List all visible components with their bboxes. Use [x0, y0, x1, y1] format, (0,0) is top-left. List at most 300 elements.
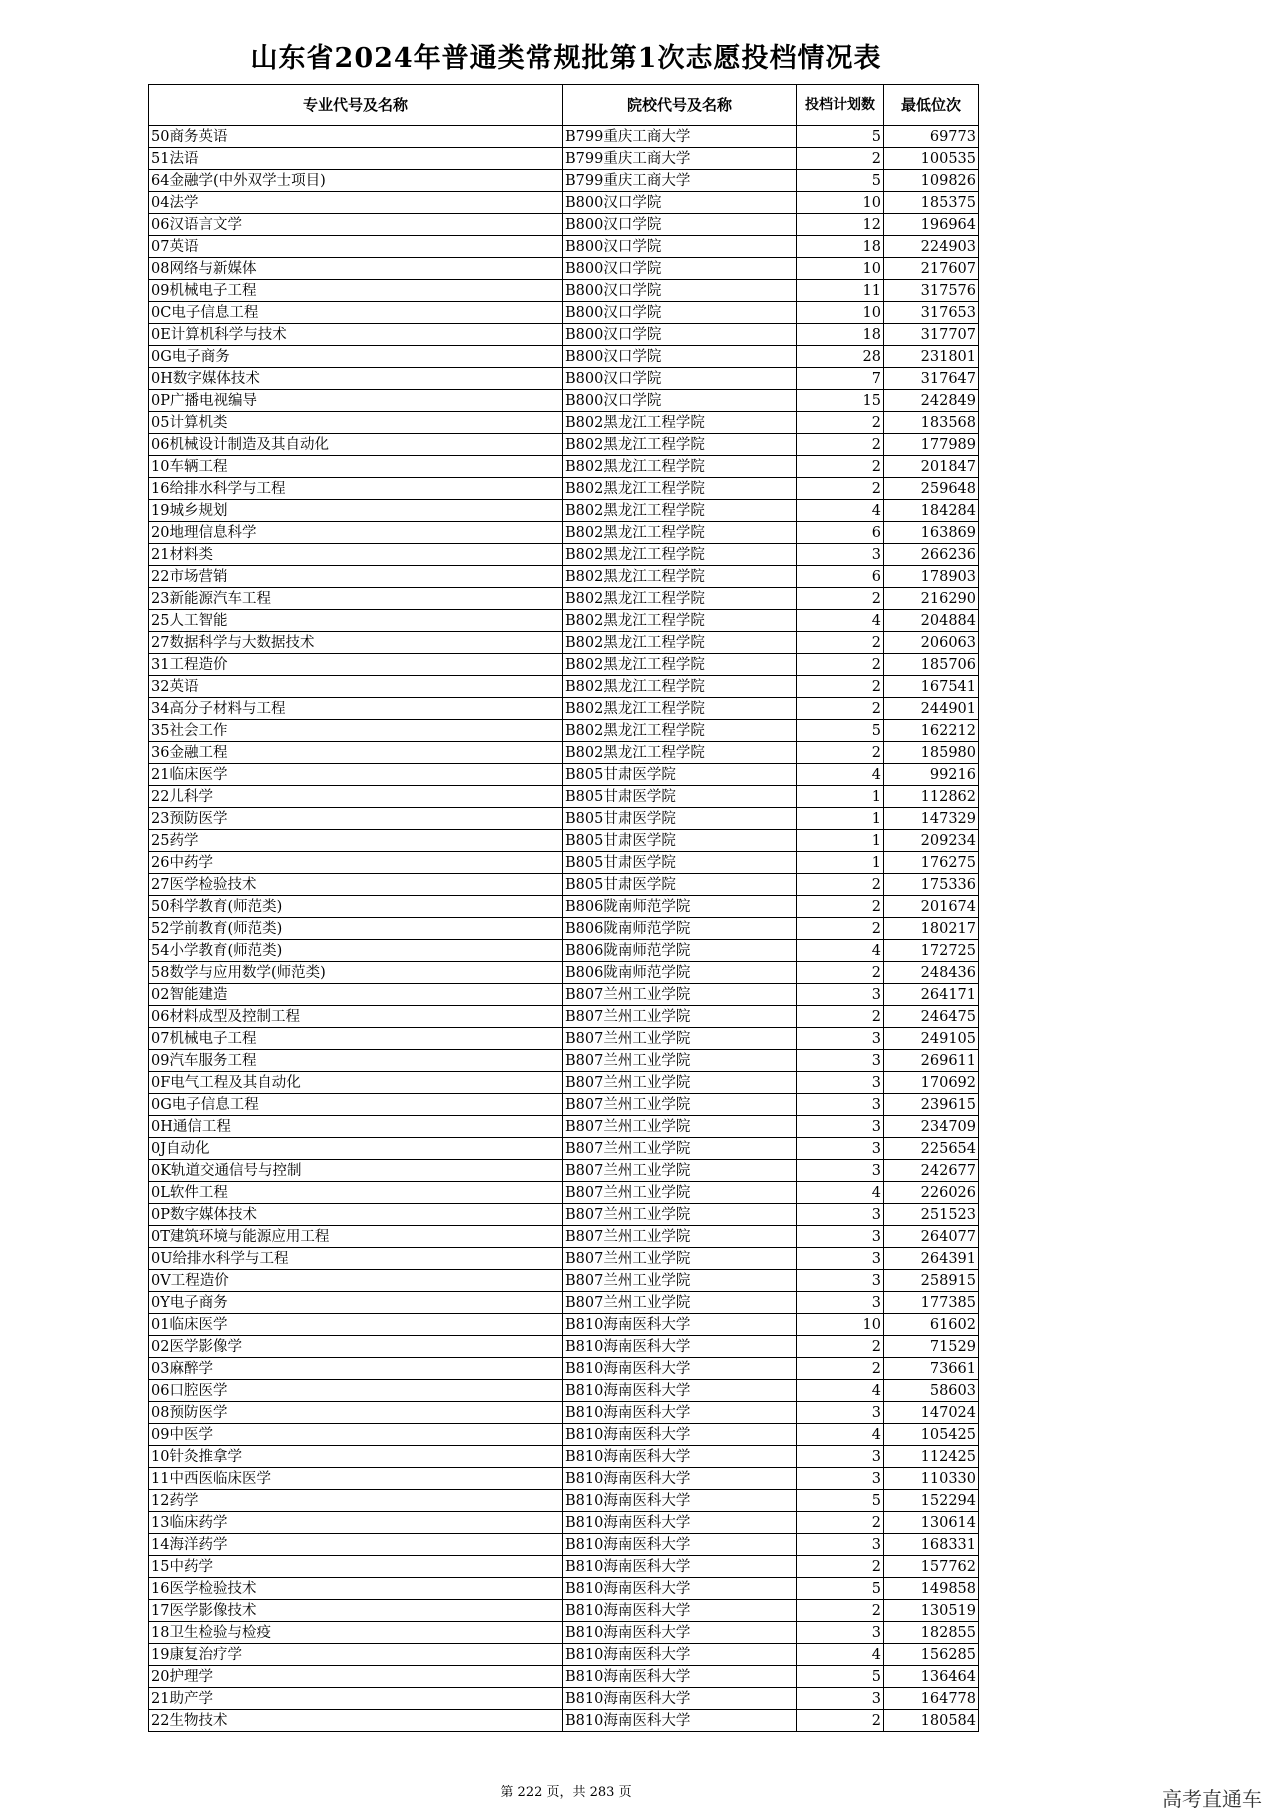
header-min-rank: 最低位次 — [884, 85, 979, 126]
school-cell: B810海南医科大学 — [563, 1534, 797, 1556]
min-rank-cell: 109826 — [884, 170, 979, 192]
min-rank-cell: 175336 — [884, 874, 979, 896]
min-rank-cell: 110330 — [884, 1468, 979, 1490]
min-rank-cell: 217607 — [884, 258, 979, 280]
page-number: 第 222 页，共 283 页 — [500, 1785, 632, 1800]
school-cell: B802黑龙江工程学院 — [563, 654, 797, 676]
major-cell: 0V工程造价 — [149, 1270, 563, 1292]
plan-count-cell: 3 — [797, 1160, 884, 1182]
school-cell: B799重庆工商大学 — [563, 170, 797, 192]
min-rank-cell: 317576 — [884, 280, 979, 302]
school-cell: B802黑龙江工程学院 — [563, 588, 797, 610]
major-cell: 0J自动化 — [149, 1138, 563, 1160]
min-rank-cell: 164778 — [884, 1688, 979, 1710]
min-rank-cell: 168331 — [884, 1534, 979, 1556]
major-cell: 03麻醉学 — [149, 1358, 563, 1380]
table-row — [149, 962, 979, 984]
min-rank-cell: 58603 — [884, 1380, 979, 1402]
school-cell: B802黑龙江工程学院 — [563, 698, 797, 720]
major-cell: 0G电子商务 — [149, 346, 563, 368]
plan-count-cell: 2 — [797, 1336, 884, 1358]
min-rank-cell: 246475 — [884, 1006, 979, 1028]
table-row — [149, 1050, 979, 1072]
table-row — [149, 1446, 979, 1468]
school-cell: B810海南医科大学 — [563, 1622, 797, 1644]
school-cell: B800汉口学院 — [563, 324, 797, 346]
min-rank-cell: 239615 — [884, 1094, 979, 1116]
table-row — [149, 1072, 979, 1094]
school-cell: B807兰州工业学院 — [563, 1160, 797, 1182]
school-cell: B810海南医科大学 — [563, 1688, 797, 1710]
plan-count-cell: 10 — [797, 258, 884, 280]
school-cell: B802黑龙江工程学院 — [563, 522, 797, 544]
major-cell: 0U给排水科学与工程 — [149, 1248, 563, 1270]
plan-count-cell: 2 — [797, 588, 884, 610]
table-row — [149, 522, 979, 544]
school-cell: B807兰州工业学院 — [563, 1248, 797, 1270]
table-row — [149, 346, 979, 368]
major-cell: 20地理信息科学 — [149, 522, 563, 544]
min-rank-cell: 226026 — [884, 1182, 979, 1204]
plan-count-cell: 15 — [797, 390, 884, 412]
major-cell: 11中西医临床医学 — [149, 1468, 563, 1490]
min-rank-cell: 157762 — [884, 1556, 979, 1578]
major-cell: 54小学教育(师范类) — [149, 940, 563, 962]
plan-count-cell: 11 — [797, 280, 884, 302]
plan-count-cell: 1 — [797, 786, 884, 808]
major-cell: 21材料类 — [149, 544, 563, 566]
major-cell: 0T建筑环境与能源应用工程 — [149, 1226, 563, 1248]
table-row — [149, 456, 979, 478]
major-cell: 0P广播电视编导 — [149, 390, 563, 412]
plan-count-cell: 2 — [797, 632, 884, 654]
min-rank-cell: 136464 — [884, 1666, 979, 1688]
plan-count-cell: 3 — [797, 1688, 884, 1710]
major-cell: 05计算机类 — [149, 412, 563, 434]
table-row — [149, 390, 979, 412]
major-cell: 25人工智能 — [149, 610, 563, 632]
min-rank-cell: 178903 — [884, 566, 979, 588]
table-row — [149, 1116, 979, 1138]
min-rank-cell: 317707 — [884, 324, 979, 346]
table-row — [149, 1204, 979, 1226]
plan-count-cell: 5 — [797, 1578, 884, 1600]
table-row — [149, 236, 979, 258]
plan-count-cell: 2 — [797, 676, 884, 698]
table-row — [149, 302, 979, 324]
plan-count-cell: 10 — [797, 302, 884, 324]
table-row — [149, 500, 979, 522]
min-rank-cell: 156285 — [884, 1644, 979, 1666]
school-cell: B800汉口学院 — [563, 346, 797, 368]
plan-count-cell: 3 — [797, 1446, 884, 1468]
major-cell: 31工程造价 — [149, 654, 563, 676]
min-rank-cell: 248436 — [884, 962, 979, 984]
plan-count-cell: 3 — [797, 1248, 884, 1270]
table-row — [149, 148, 979, 170]
major-cell: 06汉语言文学 — [149, 214, 563, 236]
min-rank-cell: 258915 — [884, 1270, 979, 1292]
table-row — [149, 1226, 979, 1248]
table-row — [149, 1402, 979, 1424]
table-row — [149, 1644, 979, 1666]
min-rank-cell: 249105 — [884, 1028, 979, 1050]
major-cell: 16给排水科学与工程 — [149, 478, 563, 500]
table-row — [149, 1666, 979, 1688]
table-row — [149, 1688, 979, 1710]
table-row — [149, 742, 979, 764]
min-rank-cell: 167541 — [884, 676, 979, 698]
table-row — [149, 1094, 979, 1116]
plan-count-cell: 2 — [797, 918, 884, 940]
table-row — [149, 1556, 979, 1578]
school-cell: B810海南医科大学 — [563, 1380, 797, 1402]
school-cell: B805甘肃医学院 — [563, 874, 797, 896]
table-row — [149, 258, 979, 280]
min-rank-cell: 185980 — [884, 742, 979, 764]
min-rank-cell: 177989 — [884, 434, 979, 456]
major-cell: 14海洋药学 — [149, 1534, 563, 1556]
min-rank-cell: 184284 — [884, 500, 979, 522]
major-cell: 51法语 — [149, 148, 563, 170]
plan-count-cell: 4 — [797, 1644, 884, 1666]
major-cell: 18卫生检验与检疫 — [149, 1622, 563, 1644]
table-body — [149, 126, 979, 1732]
table-row — [149, 764, 979, 786]
min-rank-cell: 259648 — [884, 478, 979, 500]
major-cell: 12药学 — [149, 1490, 563, 1512]
school-cell: B799重庆工商大学 — [563, 126, 797, 148]
school-cell: B807兰州工业学院 — [563, 1028, 797, 1050]
major-cell: 20护理学 — [149, 1666, 563, 1688]
school-cell: B807兰州工业学院 — [563, 1226, 797, 1248]
min-rank-cell: 180584 — [884, 1710, 979, 1732]
school-cell: B810海南医科大学 — [563, 1710, 797, 1732]
school-cell: B805甘肃医学院 — [563, 830, 797, 852]
min-rank-cell: 177385 — [884, 1292, 979, 1314]
min-rank-cell: 244901 — [884, 698, 979, 720]
major-cell: 10车辆工程 — [149, 456, 563, 478]
major-cell: 27数据科学与大数据技术 — [149, 632, 563, 654]
school-cell: B806陇南师范学院 — [563, 918, 797, 940]
school-cell: B810海南医科大学 — [563, 1358, 797, 1380]
school-cell: B810海南医科大学 — [563, 1402, 797, 1424]
plan-count-cell: 2 — [797, 1512, 884, 1534]
table-row — [149, 434, 979, 456]
table-row — [149, 588, 979, 610]
school-cell: B802黑龙江工程学院 — [563, 632, 797, 654]
min-rank-cell: 61602 — [884, 1314, 979, 1336]
plan-count-cell: 12 — [797, 214, 884, 236]
school-cell: B806陇南师范学院 — [563, 896, 797, 918]
major-cell: 25药学 — [149, 830, 563, 852]
header-major: 专业代号及名称 — [149, 85, 563, 126]
table-row — [149, 632, 979, 654]
table-row — [149, 544, 979, 566]
min-rank-cell: 231801 — [884, 346, 979, 368]
min-rank-cell: 112862 — [884, 786, 979, 808]
major-cell: 08网络与新媒体 — [149, 258, 563, 280]
plan-count-cell: 2 — [797, 962, 884, 984]
major-cell: 22市场营销 — [149, 566, 563, 588]
table-row — [149, 1424, 979, 1446]
major-cell: 19城乡规划 — [149, 500, 563, 522]
school-cell: B802黑龙江工程学院 — [563, 676, 797, 698]
school-cell: B802黑龙江工程学院 — [563, 610, 797, 632]
major-cell: 0F电气工程及其自动化 — [149, 1072, 563, 1094]
major-cell: 04法学 — [149, 192, 563, 214]
table-row — [149, 1380, 979, 1402]
plan-count-cell: 2 — [797, 412, 884, 434]
school-cell: B806陇南师范学院 — [563, 962, 797, 984]
table-row — [149, 808, 979, 830]
min-rank-cell: 201674 — [884, 896, 979, 918]
plan-count-cell: 5 — [797, 1490, 884, 1512]
min-rank-cell: 242849 — [884, 390, 979, 412]
plan-count-cell: 6 — [797, 566, 884, 588]
table-row — [149, 126, 979, 148]
major-cell: 50科学教育(师范类) — [149, 896, 563, 918]
table-row — [149, 170, 979, 192]
table-row — [149, 720, 979, 742]
table-row — [149, 654, 979, 676]
major-cell: 07机械电子工程 — [149, 1028, 563, 1050]
plan-count-cell: 3 — [797, 1402, 884, 1424]
min-rank-cell: 317647 — [884, 368, 979, 390]
table-row — [149, 368, 979, 390]
page-title: 山东省2024年普通类常规批第1次志愿投档情况表 — [250, 43, 882, 74]
major-cell: 22生物技术 — [149, 1710, 563, 1732]
plan-count-cell: 2 — [797, 742, 884, 764]
plan-count-cell: 10 — [797, 1314, 884, 1336]
major-cell: 06材料成型及控制工程 — [149, 1006, 563, 1028]
min-rank-cell: 317653 — [884, 302, 979, 324]
min-rank-cell: 269611 — [884, 1050, 979, 1072]
min-rank-cell: 112425 — [884, 1446, 979, 1468]
school-cell: B807兰州工业学院 — [563, 1182, 797, 1204]
plan-count-cell: 7 — [797, 368, 884, 390]
school-cell: B800汉口学院 — [563, 280, 797, 302]
table-row — [149, 412, 979, 434]
school-cell: B807兰州工业学院 — [563, 984, 797, 1006]
major-cell: 34高分子材料与工程 — [149, 698, 563, 720]
table-row — [149, 1600, 979, 1622]
table-row — [149, 280, 979, 302]
plan-count-cell: 2 — [797, 654, 884, 676]
school-cell: B807兰州工业学院 — [563, 1138, 797, 1160]
table-row — [149, 1336, 979, 1358]
table-row — [149, 852, 979, 874]
table-row — [149, 1292, 979, 1314]
min-rank-cell: 185706 — [884, 654, 979, 676]
school-cell: B802黑龙江工程学院 — [563, 412, 797, 434]
major-cell: 13临床药学 — [149, 1512, 563, 1534]
major-cell: 06口腔医学 — [149, 1380, 563, 1402]
table-row — [149, 786, 979, 808]
major-cell: 0P数字媒体技术 — [149, 1204, 563, 1226]
header-plan-count: 投档计划数 — [797, 85, 884, 126]
table-row — [149, 1490, 979, 1512]
plan-count-cell: 3 — [797, 1094, 884, 1116]
plan-count-cell: 1 — [797, 830, 884, 852]
plan-count-cell: 1 — [797, 852, 884, 874]
school-cell: B810海南医科大学 — [563, 1512, 797, 1534]
min-rank-cell: 152294 — [884, 1490, 979, 1512]
plan-count-cell: 6 — [797, 522, 884, 544]
plan-count-cell: 4 — [797, 764, 884, 786]
header-school: 院校代号及名称 — [563, 85, 797, 126]
min-rank-cell: 105425 — [884, 1424, 979, 1446]
major-cell: 06机械设计制造及其自动化 — [149, 434, 563, 456]
min-rank-cell: 182855 — [884, 1622, 979, 1644]
major-cell: 26中药学 — [149, 852, 563, 874]
table-row — [149, 478, 979, 500]
plan-count-cell: 18 — [797, 324, 884, 346]
school-cell: B807兰州工业学院 — [563, 1006, 797, 1028]
min-rank-cell: 206063 — [884, 632, 979, 654]
school-cell: B810海南医科大学 — [563, 1314, 797, 1336]
school-cell: B807兰州工业学院 — [563, 1292, 797, 1314]
table-row — [149, 1358, 979, 1380]
min-rank-cell: 172725 — [884, 940, 979, 962]
major-cell: 23新能源汽车工程 — [149, 588, 563, 610]
plan-count-cell: 18 — [797, 236, 884, 258]
plan-count-cell: 4 — [797, 1380, 884, 1402]
major-cell: 64金融学(中外双学士项目) — [149, 170, 563, 192]
min-rank-cell: 180217 — [884, 918, 979, 940]
min-rank-cell: 130519 — [884, 1600, 979, 1622]
table-header — [149, 85, 979, 126]
school-cell: B802黑龙江工程学院 — [563, 566, 797, 588]
min-rank-cell: 100535 — [884, 148, 979, 170]
major-cell: 0K轨道交通信号与控制 — [149, 1160, 563, 1182]
plan-count-cell: 3 — [797, 1534, 884, 1556]
min-rank-cell: 242677 — [884, 1160, 979, 1182]
major-cell: 52学前教育(师范类) — [149, 918, 563, 940]
major-cell: 0L软件工程 — [149, 1182, 563, 1204]
table-row — [149, 1270, 979, 1292]
school-cell: B810海南医科大学 — [563, 1446, 797, 1468]
major-cell: 27医学检验技术 — [149, 874, 563, 896]
table-row — [149, 1248, 979, 1270]
plan-count-cell: 4 — [797, 610, 884, 632]
min-rank-cell: 71529 — [884, 1336, 979, 1358]
plan-count-cell: 4 — [797, 500, 884, 522]
school-cell: B806陇南师范学院 — [563, 940, 797, 962]
major-cell: 08预防医学 — [149, 1402, 563, 1424]
major-cell: 02智能建造 — [149, 984, 563, 1006]
plan-count-cell: 2 — [797, 1710, 884, 1732]
plan-count-cell: 3 — [797, 1468, 884, 1490]
table-row — [149, 192, 979, 214]
plan-count-cell: 10 — [797, 192, 884, 214]
min-rank-cell: 99216 — [884, 764, 979, 786]
min-rank-cell: 264171 — [884, 984, 979, 1006]
school-cell: B810海南医科大学 — [563, 1556, 797, 1578]
school-cell: B800汉口学院 — [563, 390, 797, 412]
plan-count-cell: 5 — [797, 126, 884, 148]
major-cell: 0C电子信息工程 — [149, 302, 563, 324]
school-cell: B810海南医科大学 — [563, 1644, 797, 1666]
min-rank-cell: 176275 — [884, 852, 979, 874]
plan-count-cell: 3 — [797, 1270, 884, 1292]
school-cell: B800汉口学院 — [563, 236, 797, 258]
table-row — [149, 1622, 979, 1644]
plan-count-cell: 28 — [797, 346, 884, 368]
table-row — [149, 698, 979, 720]
table-row — [149, 1710, 979, 1732]
min-rank-cell: 216290 — [884, 588, 979, 610]
school-cell: B810海南医科大学 — [563, 1666, 797, 1688]
plan-count-cell: 1 — [797, 808, 884, 830]
table-row — [149, 1160, 979, 1182]
school-cell: B807兰州工业学院 — [563, 1116, 797, 1138]
plan-count-cell: 4 — [797, 1182, 884, 1204]
plan-count-cell: 2 — [797, 148, 884, 170]
min-rank-cell: 266236 — [884, 544, 979, 566]
major-cell: 22儿科学 — [149, 786, 563, 808]
school-cell: B805甘肃医学院 — [563, 808, 797, 830]
table-row — [149, 324, 979, 346]
table-row — [149, 676, 979, 698]
school-cell: B799重庆工商大学 — [563, 148, 797, 170]
school-cell: B800汉口学院 — [563, 368, 797, 390]
plan-count-cell: 3 — [797, 1226, 884, 1248]
major-cell: 19康复治疗学 — [149, 1644, 563, 1666]
plan-count-cell: 3 — [797, 544, 884, 566]
plan-count-cell: 2 — [797, 434, 884, 456]
plan-count-cell: 3 — [797, 1204, 884, 1226]
min-rank-cell: 234709 — [884, 1116, 979, 1138]
major-cell: 0H通信工程 — [149, 1116, 563, 1138]
table-row — [149, 940, 979, 962]
major-cell: 0H数字媒体技术 — [149, 368, 563, 390]
major-cell: 09汽车服务工程 — [149, 1050, 563, 1072]
school-cell: B810海南医科大学 — [563, 1578, 797, 1600]
major-cell: 17医学影像技术 — [149, 1600, 563, 1622]
plan-count-cell: 3 — [797, 984, 884, 1006]
table-row — [149, 214, 979, 236]
school-cell: B810海南医科大学 — [563, 1490, 797, 1512]
school-cell: B802黑龙江工程学院 — [563, 742, 797, 764]
min-rank-cell: 147024 — [884, 1402, 979, 1424]
plan-count-cell: 3 — [797, 1292, 884, 1314]
table-row — [149, 984, 979, 1006]
plan-count-cell: 2 — [797, 1358, 884, 1380]
table-row — [149, 1578, 979, 1600]
plan-count-cell: 5 — [797, 1666, 884, 1688]
school-cell: B807兰州工业学院 — [563, 1270, 797, 1292]
table-row — [149, 896, 979, 918]
major-cell: 23预防医学 — [149, 808, 563, 830]
min-rank-cell: 163869 — [884, 522, 979, 544]
admission-table — [148, 84, 979, 1732]
min-rank-cell: 196964 — [884, 214, 979, 236]
major-cell: 09机械电子工程 — [149, 280, 563, 302]
plan-count-cell: 2 — [797, 478, 884, 500]
plan-count-cell: 3 — [797, 1072, 884, 1094]
table-row — [149, 1006, 979, 1028]
min-rank-cell: 225654 — [884, 1138, 979, 1160]
min-rank-cell: 251523 — [884, 1204, 979, 1226]
major-cell: 0E计算机科学与技术 — [149, 324, 563, 346]
table-row — [149, 1314, 979, 1336]
table-row — [149, 830, 979, 852]
school-cell: B800汉口学院 — [563, 302, 797, 324]
plan-count-cell: 3 — [797, 1138, 884, 1160]
major-cell: 58数学与应用数学(师范类) — [149, 962, 563, 984]
major-cell: 0G电子信息工程 — [149, 1094, 563, 1116]
